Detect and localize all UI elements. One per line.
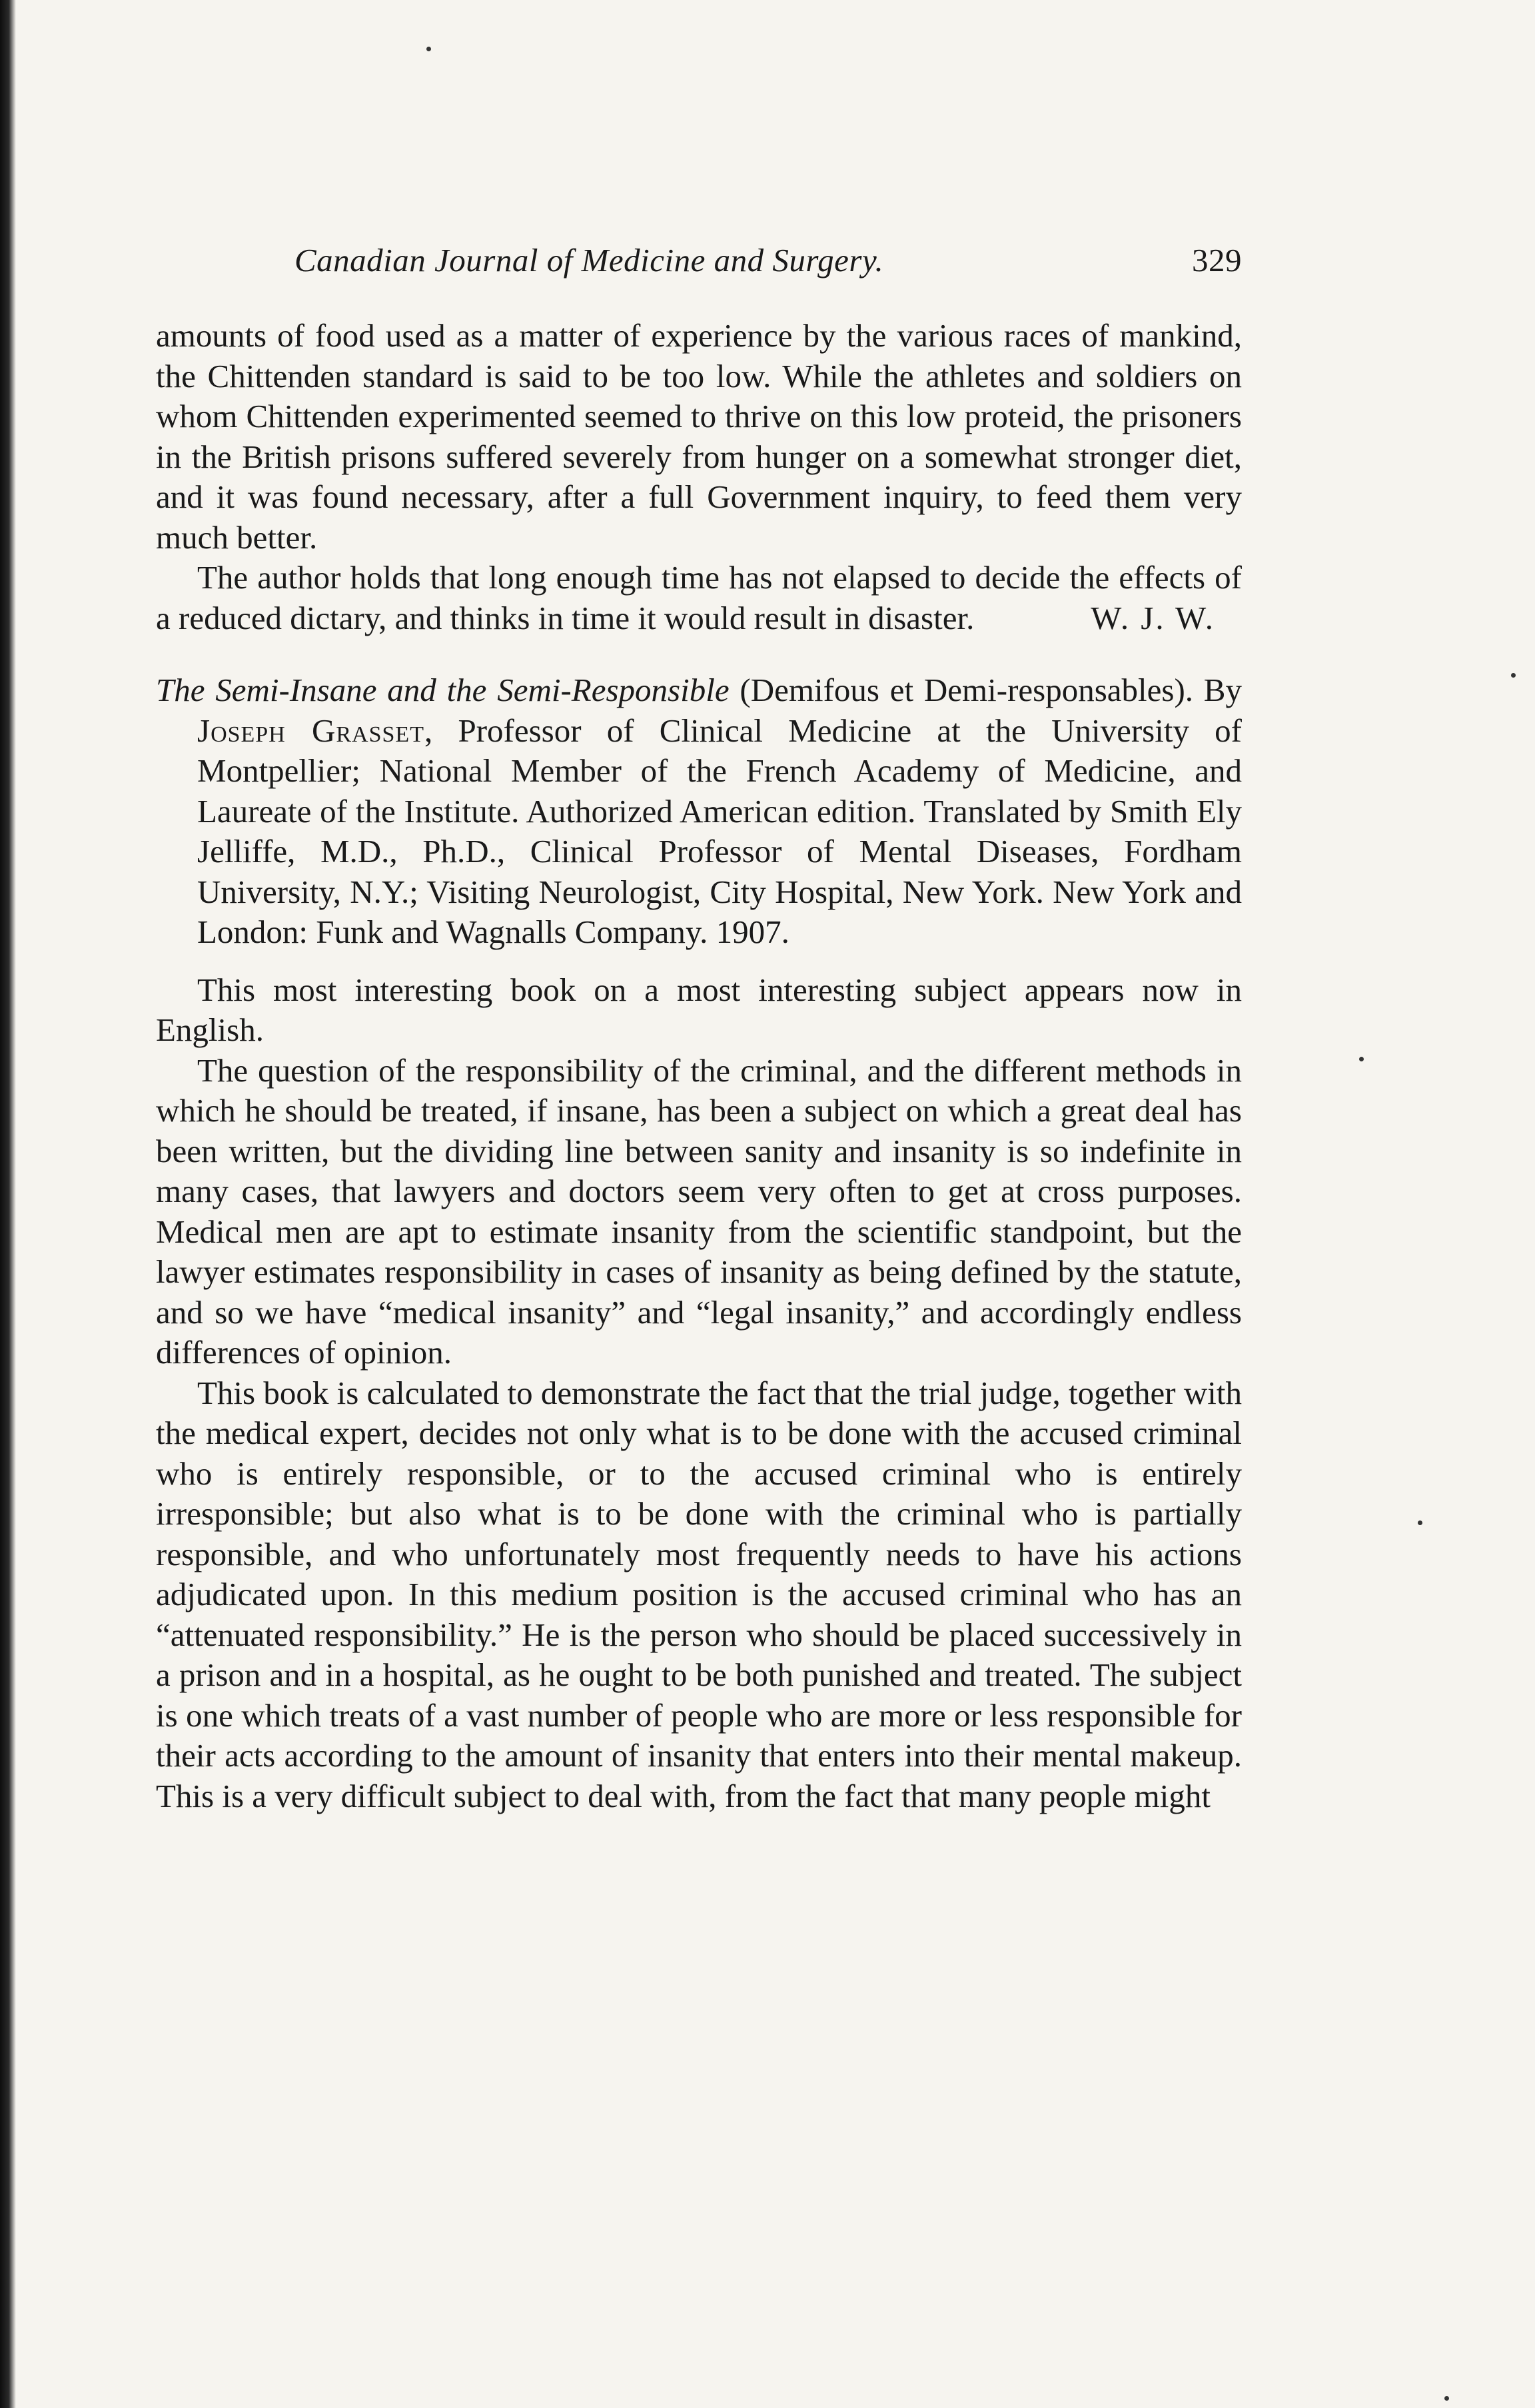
reviewer-signature: W. J. W. bbox=[1091, 599, 1215, 636]
page-number: 329 bbox=[1192, 242, 1242, 279]
book-author: Joseph Grasset bbox=[197, 712, 424, 749]
citation-text: (Demifous et Demi-responsables). By bbox=[729, 672, 1242, 708]
paragraph-text: The author holds that long enough time has not elapsed to decide the effects of a reduced dictary, and thinks in time it would result in disaster. bbox=[156, 559, 1242, 636]
book-title: The Semi-Insane and the Semi-Responsible bbox=[156, 672, 730, 708]
running-header bbox=[294, 241, 1242, 288]
paragraph: amounts of food used as a matter of experience by the various races of mankind, the Chittenden standard is said to be too low. While the athletes and soldiers on whom Chittenden experimented seemed to thrive on this low proteid, the prisoners in the British prisons suffered severely from hunger on a somewhat stronger diet, and it was found necessary, after a full Government inquiry, to feed them very much better. bbox=[156, 317, 1242, 556]
body-text bbox=[156, 316, 1242, 1816]
journal-title: Canadian Journal of Medicine and Surgery. bbox=[294, 242, 884, 279]
ink-speck bbox=[426, 47, 431, 51]
paragraph: The question of the responsibility of the criminal, and the different methods in which he should be treated, if insane, has been a subject on which a great deal has been written, but the dividing line between sanity and insanity is so indefinite in many cases, that lawyers and doctors seem very often to get at cross purposes. Medical men are apt to estimate insanity from the scientific standpoint, but the lawyer estimates responsibility in cases of insanity as being defined by the statute, and so we have “medical insanity” and “legal insanity,” and accordingly endless differences of opinion. bbox=[156, 1051, 1242, 1371]
ink-speck bbox=[1511, 673, 1516, 678]
ink-speck bbox=[1444, 2396, 1449, 2401]
ink-speck bbox=[1418, 1520, 1422, 1525]
paragraph bbox=[156, 558, 1242, 638]
citation-text: , Professor of Clinical Medicine at the University of Montpellier; National Member of the French Academy of Medicine, and Laureate of the Institute. Authorized American edition. Translated by Smith Ely Jelliffe, M.D., Ph.D., Clinical Professor of Mental Diseases, Fordham University, N.Y.; Visiting Neurologist, City Hospital, New York. New York and London: Funk and Wagnalls Company. 1907. bbox=[197, 712, 1242, 950]
page-binding-edge bbox=[0, 0, 16, 2408]
ink-speck bbox=[1359, 1057, 1364, 1061]
paragraph: This book is calculated to demonstrate the fact that the trial judge, together with the medical expert, decides not only what is to be done with the accused criminal who is entirely responsible, or to the accused criminal who is entirely irresponsible; but also what is to be done with the criminal who is partially responsible, and who unfortunately most frequently needs to have his actions adjudicated upon. In this medium position is the accused criminal who has an “attenuated responsibility.” He is the person who should be placed successively in a prison and in a hospital, as he ought to be both punished and treated. The subject is one which treats of a vast number of people who are more or less responsible for their acts according to the amount of insanity that enters into their mental makeup. This is a very difficult subject to deal with, from the fact that many people might bbox=[156, 1374, 1242, 1814]
paragraph: This most interesting book on a most interesting subject appears now in English. bbox=[156, 971, 1242, 1048]
review-citation bbox=[156, 670, 1242, 953]
